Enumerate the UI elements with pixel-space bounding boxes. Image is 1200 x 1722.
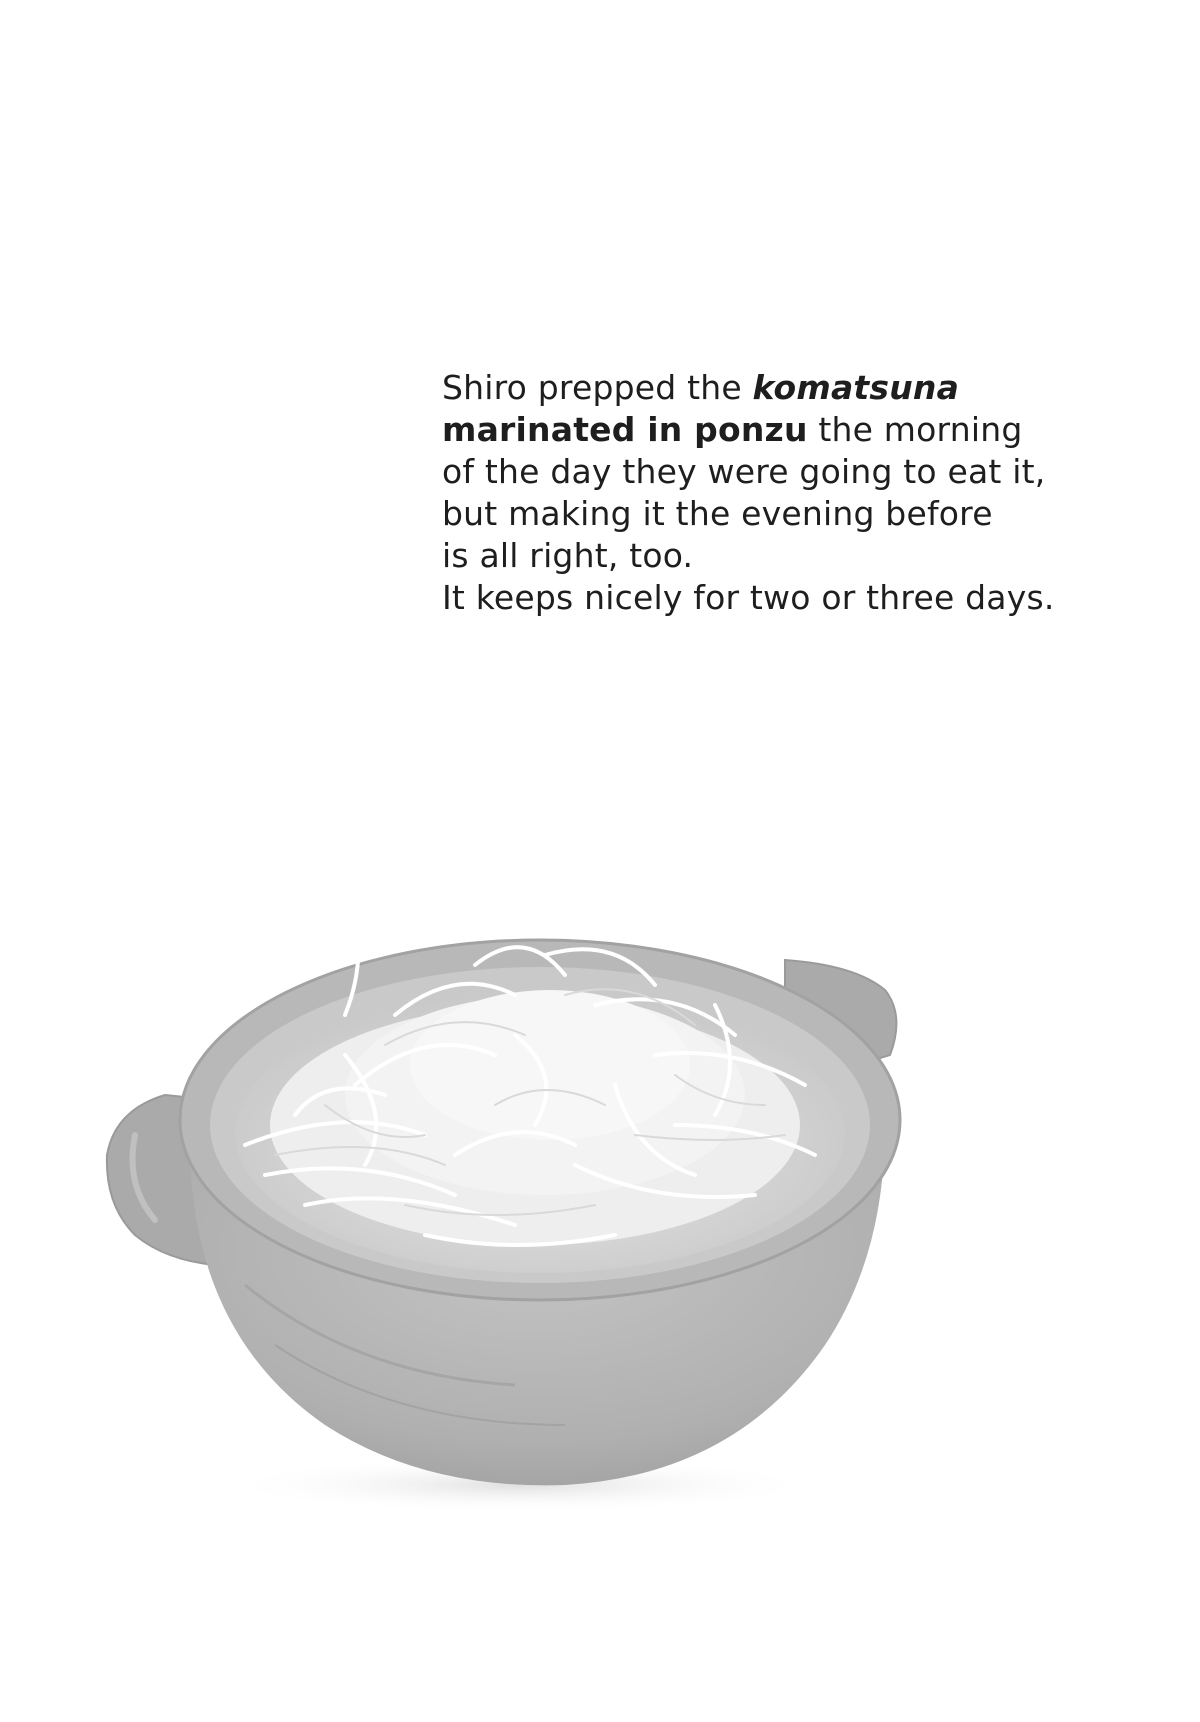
- dish-name-ponzu: marinated in ponzu: [442, 410, 808, 449]
- caption-line-6: It keeps nicely for two or three days.: [442, 578, 1055, 617]
- caption-line-4: but making it the evening before: [442, 494, 993, 533]
- caption-text: Shiro prepped the: [442, 368, 753, 407]
- caption-line-3: of the day they were going to eat it,: [442, 452, 1046, 491]
- caption-line-1: [442, 367, 1142, 409]
- caption-line-2: [442, 409, 1142, 451]
- caption-line-5: is all right, too.: [442, 536, 694, 575]
- clay-pot-photo: [95, 905, 945, 1515]
- recipe-caption: [442, 367, 1142, 619]
- dish-name-komatsuna: komatsuna: [752, 368, 960, 407]
- caption-text: the morning: [807, 410, 1023, 449]
